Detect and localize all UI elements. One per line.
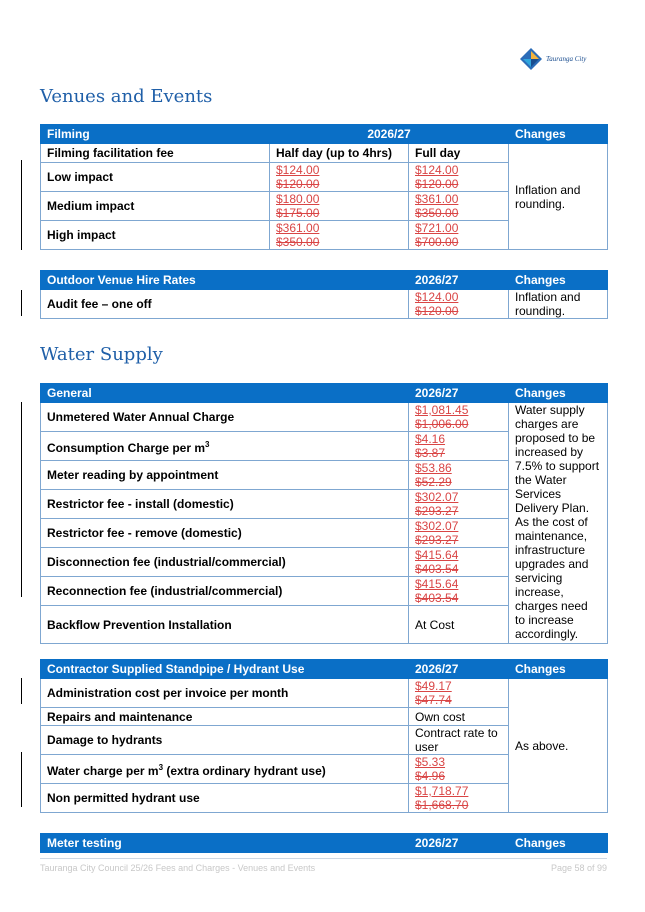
- old-fee: $403.54: [415, 562, 459, 576]
- fee-cell: [409, 577, 509, 606]
- old-fee: $120.00: [415, 304, 459, 318]
- fee-cell: [409, 519, 509, 548]
- standpipe-table: [40, 659, 608, 813]
- column-header: General: [41, 384, 409, 403]
- fee-cell: [409, 403, 509, 432]
- water-general-table: [40, 383, 608, 644]
- row-label: Low impact: [41, 163, 270, 192]
- council-logo: [520, 48, 586, 70]
- column-header: Changes: [509, 834, 608, 853]
- row-label: [41, 755, 409, 784]
- old-fee: $1,006.00: [415, 417, 469, 431]
- subheader-cell: Full day: [409, 144, 509, 163]
- row-label: [41, 432, 409, 461]
- column-header: Changes: [509, 384, 608, 403]
- table-row: [41, 403, 608, 432]
- logo-text: Tauranga City: [546, 55, 587, 63]
- meter-testing-table: [40, 833, 608, 853]
- changes-cell: Water supply charges are proposed to be increased by 7.5% to support the Water Services Delivery Plan. As the cost of maintenance, infrastructure upgrades and servicing increase, charges need to increase accordingly.: [509, 403, 608, 644]
- row-label: Backflow Prevention Installation: [41, 606, 409, 644]
- old-fee: $175.00: [276, 206, 320, 220]
- old-fee: $293.27: [415, 504, 459, 518]
- changes-cell: Inflation and rounding.: [509, 144, 608, 250]
- fee-cell: [409, 221, 509, 250]
- row-label: Disconnection fee (industrial/commercial): [41, 548, 409, 577]
- fee-cell: [270, 163, 409, 192]
- page-footer: [40, 858, 607, 873]
- new-fee: $5.33: [415, 755, 446, 769]
- new-fee: $302.07: [415, 519, 459, 533]
- old-fee: $350.00: [276, 235, 320, 249]
- old-fee: $3.87: [415, 446, 446, 460]
- revision-bar: [21, 752, 22, 807]
- new-fee: $4.16: [415, 432, 446, 446]
- fee-cell: [409, 432, 509, 461]
- fee-cell: [409, 490, 509, 519]
- table-row: [41, 290, 608, 319]
- fee-cell: [409, 290, 509, 319]
- changes-cell: Inflation and rounding.: [509, 290, 608, 319]
- old-fee: $403.54: [415, 591, 459, 605]
- row-label: High impact: [41, 221, 270, 250]
- new-fee: $1,718.77: [415, 784, 469, 798]
- section-title-water: Water Supply: [40, 344, 163, 365]
- subheader-cell: Half day (up to 4hrs): [270, 144, 409, 163]
- changes-cell: As above.: [509, 679, 608, 813]
- new-fee: $721.00: [415, 221, 459, 235]
- column-header: Changes: [509, 125, 608, 144]
- column-header: 2026/27: [409, 660, 509, 679]
- page-number: Page 58 of 99: [550, 863, 607, 873]
- fee-cell: [409, 784, 509, 813]
- column-header: Meter testing: [41, 834, 409, 853]
- section-title-venues: Venues and Events: [40, 86, 213, 107]
- new-fee: $415.64: [415, 577, 459, 591]
- revision-bar: [21, 678, 22, 704]
- column-header: Changes: [509, 660, 608, 679]
- new-fee: $124.00: [415, 290, 459, 304]
- column-header: Changes: [509, 271, 608, 290]
- row-label: Medium impact: [41, 192, 270, 221]
- superscript: 3: [205, 439, 210, 449]
- row-label: Audit fee – one off: [41, 290, 409, 319]
- column-header: 2026/27: [409, 834, 509, 853]
- logo-mark-icon: [520, 48, 542, 70]
- fee-cell: [409, 192, 509, 221]
- revision-bar: [21, 402, 22, 597]
- new-fee: $361.00: [415, 192, 459, 206]
- fee-cell: [409, 163, 509, 192]
- superscript: 3: [158, 762, 164, 772]
- new-fee: $415.64: [415, 548, 459, 562]
- column-header: Contractor Supplied Standpipe / Hydrant Use: [41, 660, 409, 679]
- column-header: 2026/27: [270, 125, 509, 144]
- row-label: Restrictor fee - install (domestic): [41, 490, 409, 519]
- row-label: Meter reading by appointment: [41, 461, 409, 490]
- row-label: Unmetered Water Annual Charge: [41, 403, 409, 432]
- row-label: Restrictor fee - remove (domestic): [41, 519, 409, 548]
- old-fee: $4.96: [415, 769, 446, 783]
- old-fee: $120.00: [276, 177, 320, 191]
- fee-cell: Contract rate to user: [409, 726, 509, 755]
- new-fee: $302.07: [415, 490, 459, 504]
- old-fee: $700.00: [415, 235, 459, 249]
- row-label: Non permitted hydrant use: [41, 784, 409, 813]
- column-header: 2026/27: [409, 384, 509, 403]
- row-label: Repairs and maintenance: [41, 708, 409, 726]
- column-header: 2026/27: [409, 271, 509, 290]
- revision-bar: [21, 160, 22, 250]
- row-label-text: Consumption Charge per m: [47, 440, 206, 455]
- column-header: Outdoor Venue Hire Rates: [41, 271, 409, 290]
- fee-cell: [270, 192, 409, 221]
- old-fee: $350.00: [415, 206, 459, 220]
- new-fee: $1,081.45: [415, 403, 469, 417]
- new-fee: $124.00: [276, 163, 320, 177]
- new-fee: $361.00: [276, 221, 320, 235]
- fee-cell: [270, 221, 409, 250]
- fee-cell: [409, 548, 509, 577]
- row-label: Reconnection fee (industrial/commercial): [41, 577, 409, 606]
- new-fee: $180.00: [276, 192, 320, 206]
- footer-title: Tauranga City Council 25/26 Fees and Charges - Venues and Events: [40, 863, 316, 873]
- row-label-suffix: (extra ordinary hydrant use): [163, 763, 326, 778]
- old-fee: $47.74: [415, 693, 452, 707]
- fee-cell: [409, 461, 509, 490]
- old-fee: $52.29: [415, 475, 452, 489]
- old-fee: $120.00: [415, 177, 459, 191]
- column-header: Filming: [41, 125, 270, 144]
- old-fee: $293.27: [415, 533, 459, 547]
- fee-cell: Own cost: [409, 708, 509, 726]
- old-fee: $1,668.70: [415, 798, 469, 812]
- fee-cell: [409, 755, 509, 784]
- table-row: [41, 679, 608, 708]
- outdoor-venue-table: [40, 270, 608, 319]
- filming-table: [40, 124, 608, 250]
- row-label: Damage to hydrants: [41, 726, 409, 755]
- fee-cell: [409, 679, 509, 708]
- revision-bar: [21, 290, 22, 316]
- new-fee: $53.86: [415, 461, 452, 475]
- row-label-text: Water charge per m: [47, 763, 159, 778]
- subheader-cell: Filming facilitation fee: [41, 144, 270, 163]
- new-fee: $49.17: [415, 679, 452, 693]
- new-fee: $124.00: [415, 163, 459, 177]
- fee-cell: At Cost: [409, 606, 509, 644]
- row-label: Administration cost per invoice per month: [41, 679, 409, 708]
